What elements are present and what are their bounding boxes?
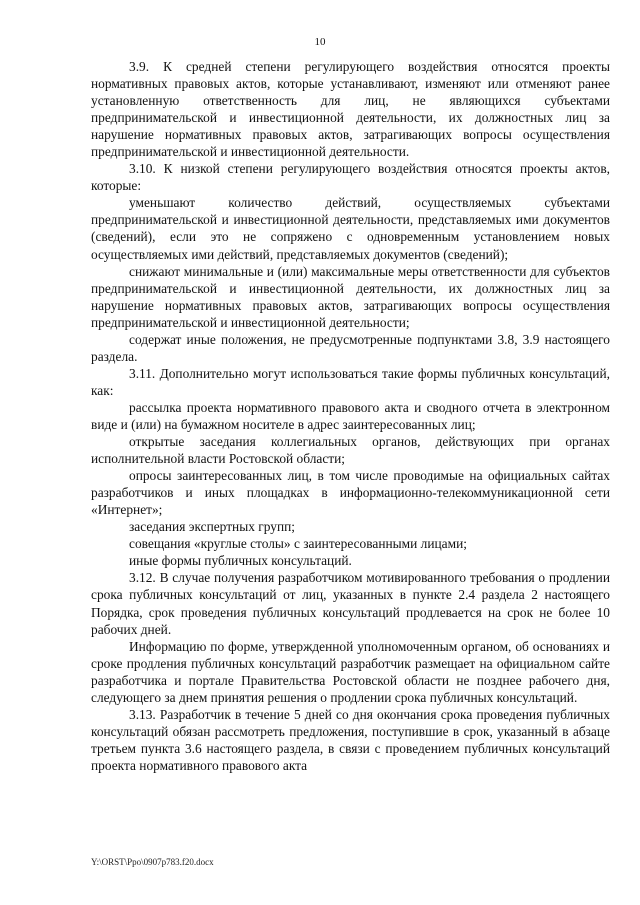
- paragraph-3-12: 3.12. В случае получения разработчиком мотивированного требования о продлении срока публичных консультаций от лиц, указанных в пункте 2.4 раздела 2 настоящего Порядка, срок проведения публичных консультаций продлевается на срок не более 10 рабочих дней.: [91, 570, 610, 637]
- paragraph-3-13: 3.13. Разработчик в течение 5 дней со дня окончания срока проведения публичных консультаций обязан рассмотреть предложения, поступившие в срок, указанный в абзаце третьем пункта 3.6 настоящего раздела, в связи с проведением публичных консультаций проекта нормативного правового акта: [91, 706, 610, 773]
- list-item: открытые заседания коллегиальных органов, действующих при органах исполнительной власти Ростовской области;: [91, 434, 610, 467]
- document-body: [91, 58, 610, 774]
- list-item: совещания «круглые столы» с заинтересованными лицами;: [129, 536, 467, 552]
- list-item: снижают минимальные и (или) максимальные меры ответственности для субъектов предпринимательской и инвестиционной деятельности, их должностных лиц за нарушение нормативных правовых актов, затрагивающих вопросы осуществления предпринимательской и инвестиционной деятельности;: [91, 263, 610, 330]
- list-item: уменьшают количество действий, осуществляемых субъектами предпринимательской и инвестиционной деятельности, представляемых ими документов (сведений), если это не сопряжено с одновременным установлением новых осуществляемых ими действий, представляемых документов (сведений);: [91, 195, 610, 262]
- list-item: опросы заинтересованных лиц, в том числе проводимые на официальных сайтах разработчиков и иных площадках в информационно-телекоммуникационной сети «Интернет»;: [91, 468, 610, 518]
- page-number: 10: [314, 36, 326, 48]
- paragraph-3-11: 3.11. Дополнительно могут использоваться такие формы публичных консультаций, как:: [91, 365, 610, 398]
- list-item: заседания экспертных групп;: [129, 519, 296, 535]
- list-item: иные формы публичных консультаций.: [129, 553, 352, 569]
- list-item: содержат иные положения, не предусмотренные подпунктами 3.8, 3.9 настоящего раздела.: [91, 331, 610, 364]
- paragraph-3-10: 3.10. К низкой степени регулирующего воздействия относятся проекты актов, которые:: [91, 161, 610, 194]
- file-path-footer: Y:\ORST\Ppo\0907p783.f20.docx: [91, 857, 214, 867]
- paragraph-extension-info: Информацию по форме, утвержденной уполномоченным органом, об основаниях и сроке продления публичных консультаций разработчик размещает на официальном сайте разработчика и портале Правительства Ростовской области не позднее рабочего дня, следующего за днем принятия решения о продлении срока публичных консультаций.: [91, 638, 610, 705]
- list-item: рассылка проекта нормативного правового акта и сводного отчета в электронном виде и (или) на бумажном носителе в адрес заинтересованных лиц;: [91, 399, 610, 432]
- paragraph-3-9: 3.9. К средней степени регулирующего воздействия относятся проекты нормативных правовых актов, которые устанавливают, изменяют или отменяют ранее установленную ответственность для лиц, не являющихся субъектами предпринимательской и инвестиционной деятельности, их должностных лиц за нарушение нормативных правовых актов, затрагивающих вопросы осуществления предпринимательской и инвестиционной деятельности.: [91, 59, 610, 160]
